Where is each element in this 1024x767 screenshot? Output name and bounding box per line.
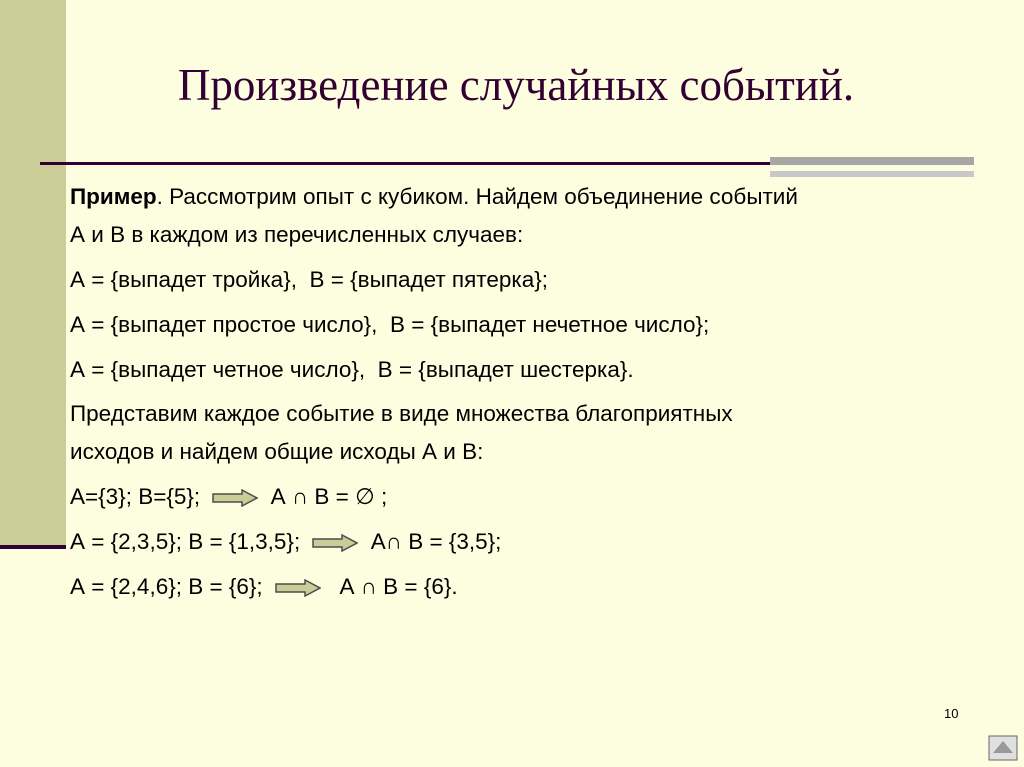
result-1-b: В =	[314, 484, 349, 509]
title-rule-accent-thin	[770, 171, 974, 177]
sidebar-decoration	[0, 0, 66, 545]
result-2-b: В = {3,5};	[408, 529, 502, 554]
intro-line-1	[70, 183, 798, 211]
page-number: 10	[944, 706, 959, 721]
result-2-left: А = {2,3,5}; В = {1,3,5};	[70, 529, 301, 554]
result-3-a: А	[339, 574, 355, 599]
intersection-symbol: ∩	[360, 574, 377, 599]
case-1-b: В = {выпадет пятерка};	[309, 267, 548, 292]
result-3-b: В = {6}.	[383, 574, 458, 599]
right-arrow-icon	[212, 489, 258, 507]
intersection-symbol: ∩	[385, 529, 402, 554]
sidebar-underline	[0, 545, 66, 549]
title-rule-accent	[770, 157, 974, 165]
result-1-left: А={3}; В={5};	[70, 484, 201, 509]
intersection-symbol: ∩	[291, 484, 309, 509]
empty-set-symbol: ∅	[355, 484, 375, 509]
case-2	[70, 311, 709, 339]
case-3-b: В = {выпадет шестерка}.	[377, 357, 634, 382]
result-2-a: А	[370, 529, 386, 554]
case-2-a: А = {выпадет простое число},	[70, 312, 378, 337]
result-1	[70, 483, 387, 511]
case-2-b: В = {выпадет нечетное число};	[389, 312, 710, 337]
result-3-left: А = {2,4,6}; В = {6};	[70, 574, 263, 599]
title-rule	[40, 162, 770, 165]
case-3	[70, 356, 634, 384]
repr-line-1: Представим каждое событие в виде множества благоприятных	[70, 401, 733, 426]
repr-line-2: исходов и найдем общие исходы А и В:	[70, 439, 484, 464]
result-2	[70, 528, 501, 556]
slide-title: Произведение случайных событий.	[177, 60, 855, 110]
result-1-a: А	[270, 484, 286, 509]
case-1-a: А = {выпадет тройка},	[70, 267, 297, 292]
result-1-tail: ;	[380, 484, 388, 509]
slide-corner-icon	[988, 735, 1018, 761]
right-arrow-icon	[275, 579, 321, 597]
intro-label: Пример	[70, 184, 157, 209]
case-1	[70, 266, 548, 294]
intro-line-2: А и В в каждом из перечисленных случаев:	[70, 222, 524, 247]
intro-text: . Рассмотрим опыт с кубиком. Найдем объединение событий	[156, 184, 798, 209]
right-arrow-icon	[312, 534, 358, 552]
case-3-a: А = {выпадет четное число},	[70, 357, 366, 382]
result-3	[70, 573, 458, 601]
